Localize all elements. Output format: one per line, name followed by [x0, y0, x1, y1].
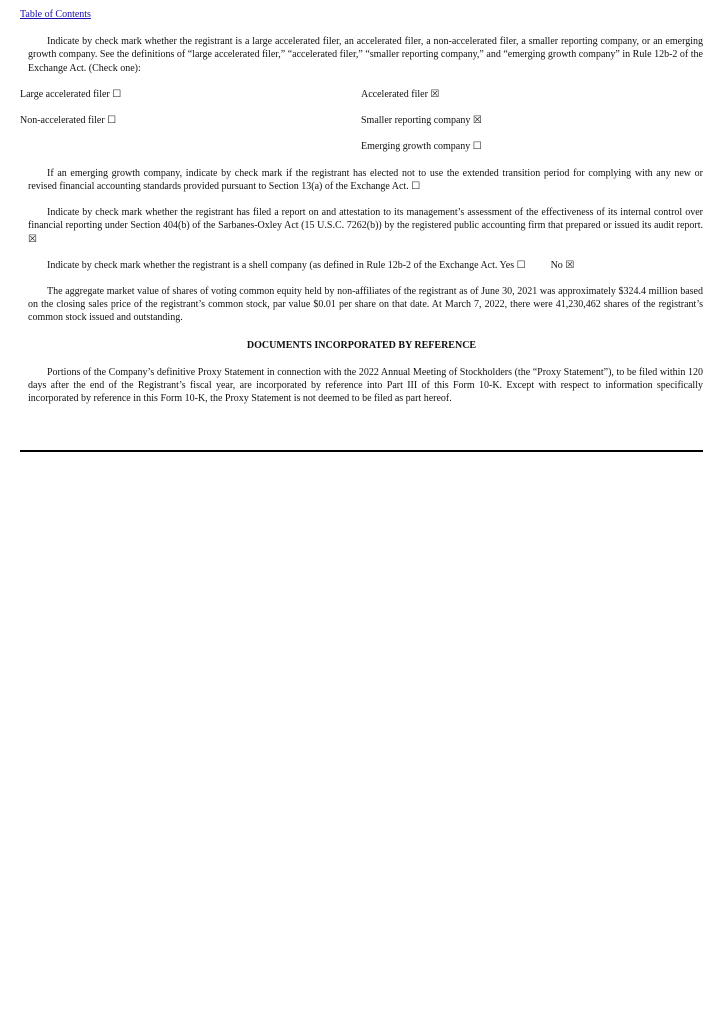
filer-row-1 — [20, 88, 703, 101]
internal-control-text: Indicate by check mark whether the registrant has filed a report on and attestation to its management’s assessment of the effectiveness of its internal control over financial reporting under Section 404(b) of the Sarbanes-Oxley Act (15 U.S.C. 7262(b)) by the registered public accounting firm that prepared or issued its audit report. — [28, 207, 703, 232]
emerging-growth-company-option — [361, 140, 482, 153]
emerging-growth-election-paragraph — [20, 167, 703, 193]
market-value-paragraph: The aggregate market value of shares of voting common equity held by non-affiliates of the registrant as of June 30, 2021 was approximately $324.4 million based on the closing sales price of the registrant’s common stock, par value $0.01 per share on that date. At March 7, 2022, there were 41,230,462 shares of the registrant’s common stock issued and outstanding. — [28, 286, 703, 324]
shell-company-no-checkbox[interactable]: ☒ — [565, 259, 575, 271]
accelerated-filer-option — [361, 88, 439, 101]
documents-incorporated-heading: DOCUMENTS INCORPORATED BY REFERENCE — [246, 339, 477, 351]
documents-incorporated-paragraph: Portions of the Company’s definitive Proxy Statement in connection with the 2022 Annual Meeting of Stockholders (the “Proxy Statement”), to be filed within 120 days after the end of the Registrant’s fiscal year, are incorporated by reference into Part III of this Form 10-K. Except with respect to information specifically incorporated by reference in this Form 10-K, the Proxy Statement is not deemed to be filed as part hereof. — [28, 366, 703, 405]
non-accelerated-filer-option — [20, 114, 116, 127]
page-bottom-rule — [20, 450, 703, 452]
table-of-contents-link[interactable]: Table of Contents — [20, 9, 91, 20]
accelerated-filer-label: Accelerated filer — [361, 88, 428, 100]
large-accelerated-filer-label: Large accelerated filer — [20, 88, 110, 100]
internal-control-paragraph — [20, 206, 703, 246]
shell-company-text: Indicate by check mark whether the registrant is a shell company (as defined in Rule 12b-2 of the Exchange Act. — [47, 259, 498, 271]
accelerated-filer-checkbox[interactable]: ☒ — [430, 88, 440, 100]
smaller-reporting-company-option — [361, 114, 482, 127]
shell-company-paragraph — [20, 259, 703, 272]
document-page — [20, 8, 703, 405]
emerging-growth-election-checkbox[interactable]: ☐ — [411, 181, 421, 193]
non-accelerated-filer-checkbox[interactable]: ☐ — [107, 114, 117, 126]
shell-company-yes-checkbox[interactable]: ☐ — [516, 259, 526, 271]
filer-status-question: Indicate by check mark whether the registrant is a large accelerated filer, an accelerated filer, a non-accelerated filer, a smaller reporting company, or an emerging growth company. See the definitions of “large accelerated filer,” “accelerated filer,” “smaller reporting company,” and “emerging growth company” in Rule 12b-2 of the Exchange Act. (Check one): — [28, 36, 703, 74]
shell-company-no-label: No — [550, 259, 563, 271]
shell-company-yes-label: Yes — [499, 259, 515, 271]
large-accelerated-filer-checkbox[interactable]: ☐ — [112, 88, 122, 100]
emerging-growth-election-text: If an emerging growth company, indicate by check mark if the registrant has elected not to use the extended transition period for complying with any new or revised financial accounting standards provided pursuant to Section 13(a) of the Exchange Act. — [28, 167, 703, 193]
large-accelerated-filer-option — [20, 88, 121, 101]
smaller-reporting-company-label: Smaller reporting company — [361, 114, 471, 126]
internal-control-checkbox[interactable]: ☒ — [28, 233, 37, 245]
emerging-growth-company-label: Emerging growth company — [361, 140, 471, 152]
filer-row-2 — [20, 114, 703, 127]
smaller-reporting-company-checkbox[interactable]: ☒ — [472, 114, 482, 126]
non-accelerated-filer-label: Non-accelerated filer — [20, 114, 105, 126]
filer-row-3 — [20, 140, 703, 153]
emerging-growth-company-checkbox[interactable]: ☐ — [472, 140, 482, 152]
